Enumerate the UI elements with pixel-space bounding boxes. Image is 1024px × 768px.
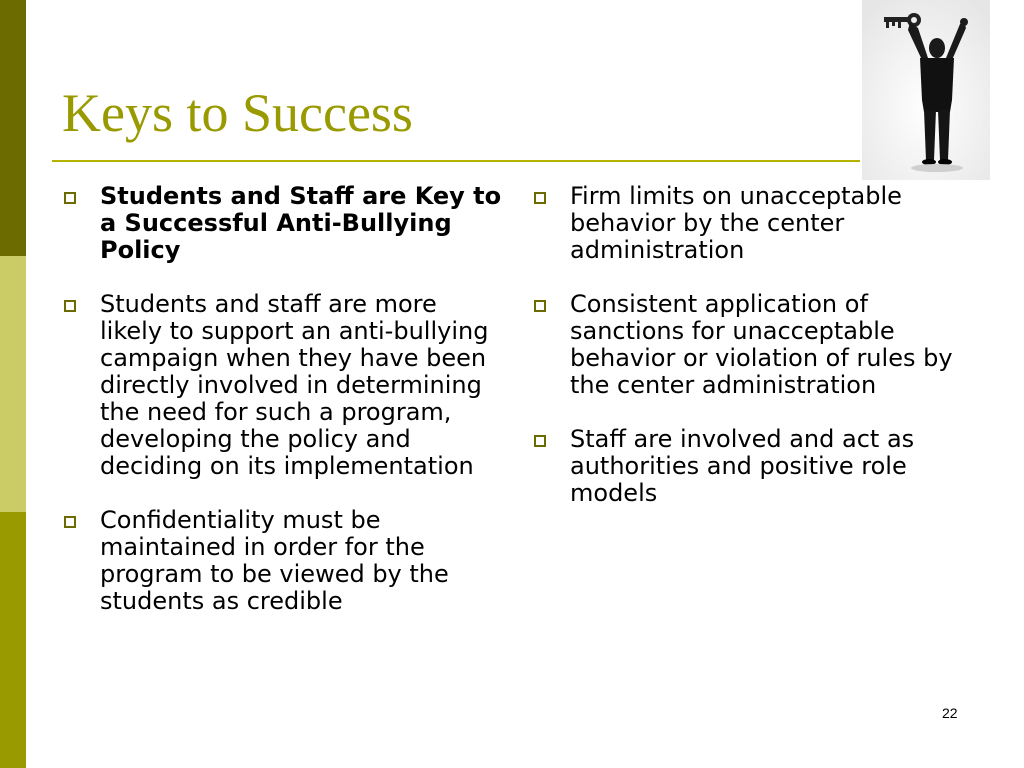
square-bullet-icon bbox=[534, 300, 546, 312]
bullet-item bbox=[62, 183, 502, 264]
left-accent-bar-bottom bbox=[0, 512, 26, 768]
left-accent-bar-top bbox=[0, 0, 26, 256]
title-divider bbox=[52, 160, 860, 162]
bullet-text: Staff are involved and act as authorities and positive role models bbox=[570, 425, 915, 507]
square-bullet-icon bbox=[64, 516, 76, 528]
person-silhouette-icon bbox=[862, 0, 990, 180]
square-bullet-icon bbox=[534, 192, 546, 204]
left-bullet-column bbox=[62, 183, 502, 642]
bullet-item bbox=[62, 291, 502, 480]
square-bullet-icon bbox=[534, 435, 546, 447]
bullet-item bbox=[62, 507, 502, 615]
square-bullet-icon bbox=[64, 300, 76, 312]
person-holding-key-image bbox=[862, 0, 990, 180]
left-accent-bar-middle bbox=[0, 256, 26, 512]
bullet-text: Students and Staff are Key to a Successful Anti-Bullying Policy bbox=[100, 182, 502, 264]
bullet-item bbox=[532, 291, 962, 399]
slide-number: 22 bbox=[942, 705, 958, 721]
bullet-item bbox=[532, 183, 962, 264]
bullet-text: Confidentiality must be maintained in order for the program to be viewed by the students as credible bbox=[100, 506, 449, 615]
square-bullet-icon bbox=[64, 192, 76, 204]
bullet-item bbox=[532, 426, 962, 507]
bullet-text: Consistent application of sanctions for unacceptable behavior or violation of rules by the center administration bbox=[570, 290, 953, 399]
bullet-text: Firm limits on unacceptable behavior by the center administration bbox=[570, 182, 902, 264]
bullet-text: Students and staff are more likely to support an anti-bullying campaign when they have been directly involved in determining the need for such a program, developing the policy and deciding on its implementation bbox=[100, 290, 489, 480]
right-bullet-column bbox=[532, 183, 962, 534]
slide-title: Keys to Success bbox=[62, 83, 413, 143]
